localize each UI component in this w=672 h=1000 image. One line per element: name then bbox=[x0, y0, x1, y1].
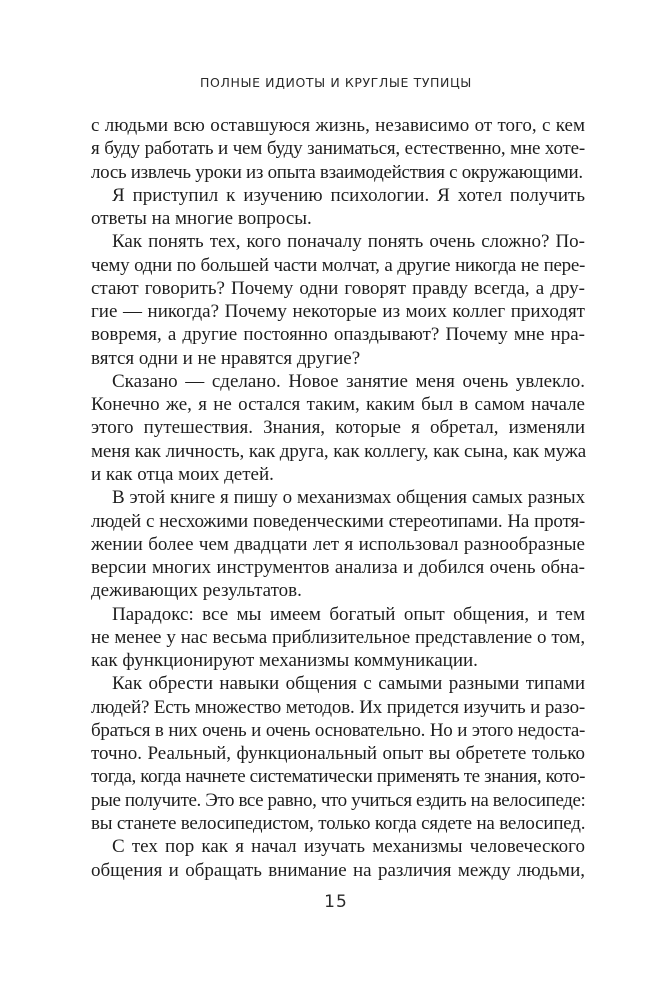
text-line: как функционируют механизмы коммуникации. bbox=[91, 650, 478, 672]
text-line: вятся одни и не нравятся другие? bbox=[91, 347, 361, 369]
text-line: жении более чем двадцати лет я использовал разнообразные bbox=[91, 533, 585, 555]
paragraph-start-line: Сказано — сделано. Новое занятие меня очень увлекло. bbox=[112, 370, 585, 392]
text-line: этого путешествия. Знания, которые я обретал, изменяли bbox=[91, 417, 585, 439]
page-number: 15 bbox=[324, 892, 348, 912]
text-line: версии многих инструментов анализа и добился очень обна- bbox=[91, 557, 585, 579]
text-line: общения и обращать внимание на различия между людьми, bbox=[91, 859, 585, 881]
paragraph-start-line: Как обрести навыки общения с самыми разными типами bbox=[112, 673, 585, 695]
text-line: вовремя, а другие постоянно опаздывают? Почему мне нра- bbox=[91, 324, 585, 346]
text-line: рые получите. Это все равно, что учиться ездить на велосипеде: bbox=[91, 789, 586, 811]
text-line: меня как личность, как друга, как коллегу, как сына, как мужа bbox=[91, 440, 587, 462]
paragraph-start-line: В этой книге я пишу о механизмах общения самых разных bbox=[112, 487, 585, 509]
text-line: я буду работать и чем буду заниматься, естественно, мне хоте- bbox=[91, 138, 585, 160]
text-line: Конечно же, я не остался таким, каким был в самом начале bbox=[91, 394, 585, 416]
text-line: ответы на многие вопросы. bbox=[91, 208, 312, 230]
paragraph-start-line: Парадокс: все мы имеем богатый опыт общения, и тем bbox=[112, 603, 585, 625]
text-line: точно. Реальный, функциональный опыт вы обретете только bbox=[91, 743, 585, 765]
running-header: ПОЛНЫЕ ИДИОТЫ И КРУГЛЫЕ ТУПИЦЫ bbox=[200, 75, 472, 90]
text-line: гие — никогда? Почему некоторые из моих коллег приходят bbox=[91, 301, 585, 323]
text-line: чему одни по большей части молчат, а другие никогда не пере- bbox=[91, 254, 585, 276]
text-line: браться в них очень и очень основательно. Но и этого недоста- bbox=[91, 719, 585, 741]
paragraph-start-line: Как понять тех, кого поначалу понять очень сложно? По- bbox=[112, 231, 585, 253]
text-line: с людьми всю оставшуюся жизнь, независимо от того, с кем bbox=[91, 115, 585, 136]
text-line: деживающих результатов. bbox=[91, 580, 302, 602]
text-line: не менее у нас весьма приблизительное представление о том, bbox=[91, 626, 585, 648]
text-line: людей? Есть множество методов. Их придется изучить и разо- bbox=[91, 696, 585, 718]
text-line: лось извлечь уроки из опыта взаимодействия с окружающими. bbox=[91, 161, 583, 183]
text-line: стают говорить? Почему одни говорят правду всегда, а дру- bbox=[91, 277, 585, 299]
text-line: тогда, когда начнете систематически применять те знания, кото- bbox=[91, 766, 585, 788]
body-text bbox=[91, 114, 585, 882]
paragraph-start-line: С тех пор как я начал изучать механизмы человеческого bbox=[112, 836, 585, 858]
text-line: людей с несхожими поведенческими стереотипами. На протя- bbox=[91, 510, 585, 532]
text-line: и как отца моих детей. bbox=[91, 463, 274, 485]
paragraph-start-line: Я приступил к изучению психологии. Я хотел получить bbox=[112, 184, 585, 206]
text-line: вы станете велосипедистом, только когда сядете на велосипед. bbox=[91, 812, 586, 834]
